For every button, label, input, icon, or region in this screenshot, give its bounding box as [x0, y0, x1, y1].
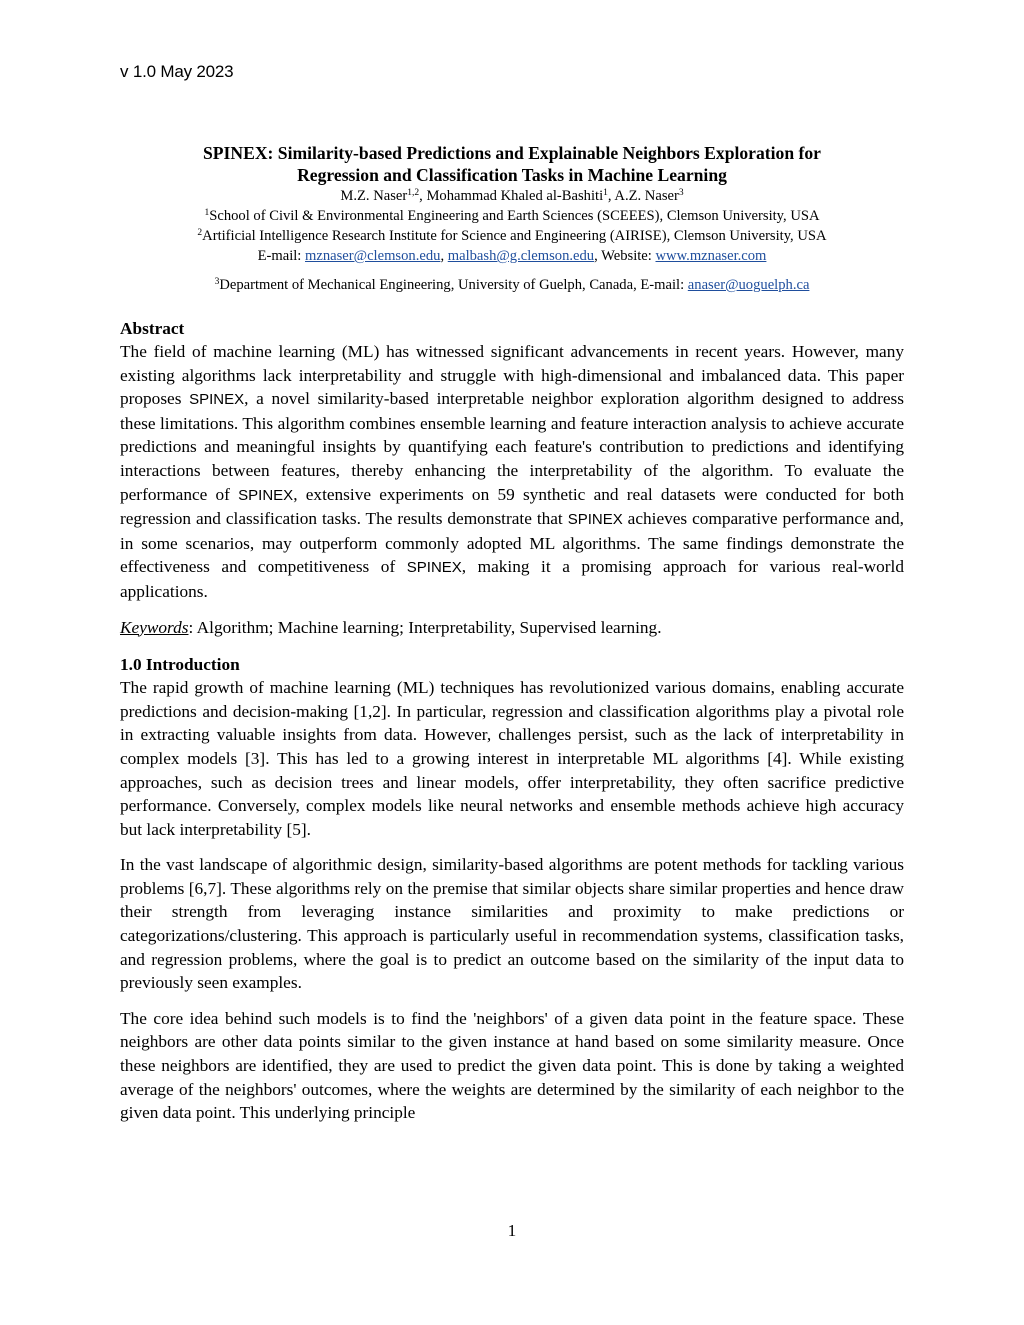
abstract-text: , making it a promising approach for various real-world applications. — [120, 557, 904, 601]
email-link-naser[interactable]: mznaser@clemson.edu — [305, 248, 441, 264]
title-line-2: Regression and Classification Tasks in Machine Learning — [297, 165, 727, 185]
affiliation-1 — [120, 206, 904, 226]
keywords-label: Keywords — [120, 617, 189, 637]
abstract-text: , extensive experiments on 59 synthetic and real datasets were conducted for both regression and classification tasks. The results demonstrate that — [120, 484, 904, 529]
affiliation-2 — [120, 226, 904, 246]
email-link-guelph[interactable]: anaser@uoguelph.ca — [687, 277, 810, 293]
abstract-heading: Abstract — [120, 319, 185, 338]
spinex-term: SPINEX — [567, 511, 623, 529]
spinex-term: SPINEX — [189, 391, 245, 409]
affiliation-1-text: School of Civil & Environmental Engineering and Earth Sciences (SCEEES), Clemson University, USA — [209, 208, 820, 224]
website-label: , Website: — [594, 248, 656, 264]
author-separator: , — [607, 188, 615, 204]
version-label: v 1.0 May 2023 — [120, 62, 234, 81]
author-2: Mohammad Khaled al-Bashiti — [426, 188, 604, 204]
keywords-colon: : — [188, 617, 197, 637]
author-separator: , — [419, 188, 427, 204]
website-link[interactable]: www.mznaser.com — [655, 248, 767, 264]
intro-paragraph-1: The rapid growth of machine learning (ML) techniques has revolutionized various domains, enabling accurate predictions and decision-making [1,2]. In particular, regression and classification algorithms play a pivotal role in extracting valuable insights from data. However, challenges persist, such as the lack of interpretability in complex models [3]. This has led to a growing interest in interpretable ML algorithms [4]. While existing approaches, such as decision trees and linear models, offer interpretability, they often sacrifice predictive performance. Conversely, complex models like neural networks and ensemble methods achieve high accuracy but lack interpretability [5]. — [120, 678, 904, 839]
author-2-affiliation: 1 — [603, 188, 608, 198]
affiliation-2-marker: 2 — [197, 228, 203, 238]
affiliation-1-marker: 1 — [204, 208, 210, 218]
keywords — [120, 616, 904, 640]
intro-paragraph-3: The core idea behind such models is to find the 'neighbors' of a given data point in the feature space. These neighbors are other data points similar to the given instance at hand based on some similarity measure. Once these neighbors are identified, they are used to predict the given data point. This is done by taking a weighted average of the neighbors' outcomes, where the weights are determined by the similarity of each neighbor to the given data point. This underlying principle — [120, 1008, 904, 1123]
email-label: E-mail: — [257, 248, 306, 264]
affiliation-3 — [120, 275, 904, 295]
intro-paragraph-2: In the vast landscape of algorithmic design, similarity-based algorithms are potent methods for tackling various problems [6,7]. These algorithms rely on the premise that similar objects share similar properties and hence draw their strength from leveraging instance similarities and proximity to make predictions or categorizations/clustering. This approach is particularly useful in recommendation systems, classification tasks, and regression problems, where the goal is to predict an outcome based on the similarity of the input data to previously seen examples. — [120, 855, 904, 993]
affiliation-3-text: Department of Mechanical Engineering, University of Guelph, Canada, E-mail: — [219, 277, 688, 293]
spinex-term: SPINEX — [406, 559, 462, 577]
affiliation-3-marker: 3 — [214, 277, 220, 287]
abstract-text: The field of machine learning (ML) has witnessed significant advancements in recent years. However, many existing algorithms lack interpretability and struggle with high-dimensional and imbalanced data. This paper proposes — [120, 342, 904, 409]
page-number: 1 — [507, 1221, 517, 1240]
author-1-affiliation: 1,2 — [407, 188, 420, 198]
abstract-text: , a novel similarity-based interpretable neighbor exploration algorithm designed to address these limitations. This algorithm combines ensemble learning and feature interaction analysis to achieve accurate predictions and meaningful insights by quantifying each feature's contribution to predictions and identifying interactions between features, thereby enhancing the interpretability of the algorithm. To evaluate the performance of — [120, 389, 904, 504]
author-list — [120, 186, 904, 206]
contact-line — [120, 246, 904, 266]
keywords-text: Algorithm; Machine learning; Interpretability, Supervised learning. — [196, 617, 662, 637]
introduction-heading: 1.0 Introduction — [120, 655, 240, 675]
email-separator: , — [440, 248, 448, 264]
title-line-1: SPINEX: Similarity-based Predictions and Explainable Neighbors Exploration for — [203, 143, 821, 163]
paper-page — [120, 142, 904, 1125]
email-link-albashiti[interactable]: malbash@g.clemson.edu — [447, 248, 595, 264]
spinex-term: SPINEX — [238, 486, 294, 504]
affiliation-2-text: Artificial Intelligence Research Institute for Science and Engineering (AIRISE), Clemson University, USA — [202, 228, 827, 244]
abstract-paragraph — [120, 340, 904, 604]
author-3-affiliation: 3 — [678, 188, 684, 198]
paper-title — [120, 142, 904, 186]
abstract-text: achieves comparative performance and, in some scenarios, may outperform commonly adopted ML algorithms. The same findings demonstrate the effectiveness and competitiveness of — [120, 509, 904, 577]
author-3: A.Z. Naser — [614, 188, 679, 204]
author-1: M.Z. Naser — [340, 188, 408, 204]
